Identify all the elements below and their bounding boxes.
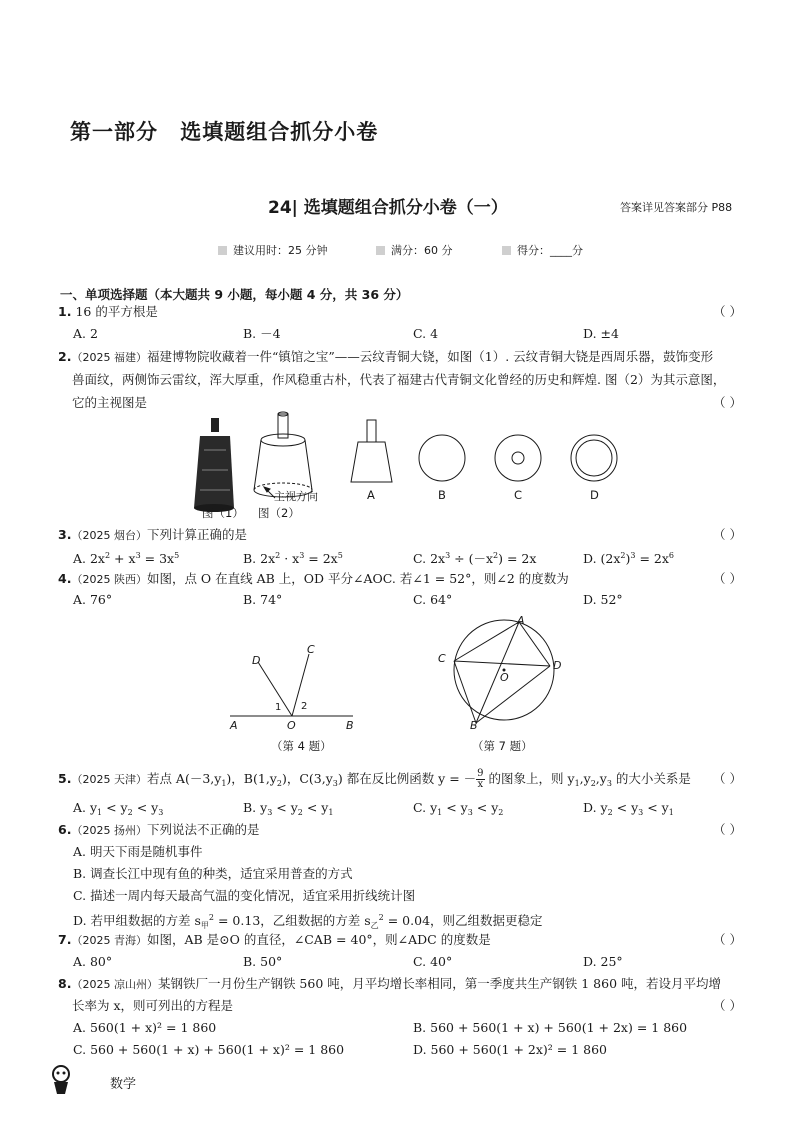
option-d: D. $y_2 < y_3 < y_1$	[583, 800, 674, 817]
option-c: C. 64°	[413, 592, 453, 607]
label-b: B	[470, 719, 478, 732]
option-a: A. 76°	[73, 592, 113, 607]
answer-note: 答案详见答案部分 P88	[620, 201, 733, 214]
section-heading: 一、单项选择题（本大题共 9 小题，每小题 4 分，共 36 分）	[60, 287, 409, 302]
clock-icon	[218, 246, 227, 255]
option-c: C. 40°	[413, 954, 453, 969]
meta-time: 建议用时：25 分钟	[218, 242, 328, 258]
question-8-options-row-1	[58, 1019, 742, 1037]
figure-2-caption: 图（2）	[258, 506, 300, 520]
option-c: C. $y_1 < y_3 < y_2$	[413, 800, 504, 817]
label-o: O	[287, 719, 296, 732]
question-3-options	[58, 547, 742, 565]
question-8-line-2: 长率为 x，则可列出的方程是 （ ）	[72, 998, 742, 1013]
part-title: 第一部分 选填题组合抓分小卷	[70, 120, 379, 144]
question-2-line-3: 它的主视图是 （ ）	[72, 395, 742, 410]
option-d: D. 若甲组数据的方差 $s_甲^2 = 0.13$，乙组数据的方差 $s_乙^2 = 0.04$，则乙组数据更稳定	[73, 913, 543, 930]
question-2-line-2: 兽面纹，两侧饰云雷纹，浑大厚重，作风稳重古朴，代表了福建古代青铜文化曾经的历史和辉煌. 图（2）为其示意图，	[72, 372, 726, 387]
paper-title: 24| 选填题组合抓分小卷（一）	[268, 198, 508, 218]
option-d: D. 25°	[583, 954, 623, 969]
question-8-options-row-2	[58, 1041, 742, 1059]
question-8: 8.（2025 凉山州）某钢铁厂一月份生产钢铁 560 吨，月平均增长率相同，第一季度共生产钢铁 1 860 吨，若设月平均增	[58, 976, 721, 991]
bronze-photo	[194, 418, 234, 512]
option-b: B. 调查长江中现有鱼的种类，适宜采用普查的方式	[73, 866, 353, 881]
question-4-options	[58, 591, 742, 609]
label-a: A	[230, 719, 238, 732]
question-1-options	[58, 325, 742, 343]
mascot-icon	[44, 1062, 78, 1096]
option-c: C. $2x^3 \div (-x^2) = 2x$	[413, 551, 537, 566]
option-c: C. 4	[413, 326, 439, 341]
subject-label: 数学	[110, 1077, 137, 1092]
option-c-label: C	[514, 488, 523, 502]
label-d: D	[252, 654, 261, 667]
option-c-figure	[495, 435, 541, 481]
meta-full-score: 满分：60 分	[376, 242, 453, 258]
question-3: 3.（2025 烟台）下列计算正确的是 （ ）	[58, 527, 742, 542]
option-d: D. ±4	[583, 326, 619, 341]
option-b: B. 560 + 560(1 + x) + 560(1 + 2x) = 1 860	[413, 1020, 688, 1035]
angle-1-label: 1	[275, 702, 282, 713]
option-a: A. $2x^2 + x^3 = 3x^5$	[73, 551, 180, 566]
option-b: B. 74°	[243, 592, 283, 607]
label-o: O	[500, 671, 509, 684]
option-a: A. 560(1 + x)² = 1 860	[73, 1020, 217, 1035]
question-5-stem: 若点 $A(-3,y_1)$，$B(1,y_2)$，$C(3,y_3)$ 都在反比例函数 y = － $\frac{9}{x}$ 的图象上，则 $y_1,y_2,y_3$ 的大小关系是	[146, 768, 691, 790]
square-icon	[376, 246, 385, 255]
question-2: 2.（2025 福建）福建博物院收藏着一件“镇馆之宝”——云纹青铜大铙，如图（1）. 云纹青铜大铙是西周乐器，鼓饰变形	[58, 349, 714, 364]
view-direction-label: 主视方向	[274, 490, 318, 503]
figure-7-caption: （第 7 题）	[472, 739, 533, 753]
angle-2-label: 2	[301, 701, 308, 712]
option-b: B. $y_3 < y_2 < y_1$	[243, 800, 334, 817]
question-5: 5.（2025 天津）若点 $A(-3,y_1)$，$B(1,y_2)$，$C(3,y_3)$ 都在反比例函数 y = － $\frac{9}{x}$ 的图象上，则 $y_1,y_2,y_3$ 的大小关系是 （ ）	[58, 768, 742, 790]
option-b: B. 50°	[243, 954, 283, 969]
square-icon	[502, 246, 511, 255]
option-d-label: D	[590, 488, 599, 502]
option-a: A. 2	[73, 326, 98, 341]
label-a: A	[517, 614, 525, 627]
option-a-label: A	[367, 488, 375, 502]
question-1: 1. 16 的平方根是 （ ）	[58, 304, 742, 319]
answer-paren: （ ）	[713, 304, 742, 319]
question-2-figure	[190, 410, 620, 522]
option-b: B. $2x^2 \cdot x^3 = 2x^5$	[243, 551, 343, 566]
label-c: C	[307, 643, 315, 656]
label-b: B	[346, 719, 354, 732]
option-c: C. 描述一周内每天最高气温的变化情况，适宜采用折线统计图	[73, 888, 416, 903]
option-b: B. －4	[243, 326, 281, 341]
question-6: 6.（2025 扬州）下列说法不正确的是 （ ）	[58, 822, 742, 837]
option-a: A. 80°	[73, 954, 113, 969]
figure-1-caption: 图（1）	[202, 506, 244, 520]
option-b-label: B	[438, 488, 446, 502]
option-a: A. $y_1 < y_2 < y_3$	[73, 800, 164, 817]
question-7: 7.（2025 青海）如图，AB 是⊙O 的直径，∠CAB = 40°，则∠ADC 的度数是 （ ）	[58, 932, 742, 947]
question-1-stem: 16 的平方根是	[75, 304, 158, 319]
option-d: D. 560 + 560(1 + 2x)² = 1 860	[413, 1042, 608, 1057]
option-c: C. 560 + 560(1 + x) + 560(1 + x)² = 1 860	[73, 1042, 345, 1057]
option-b-figure	[419, 435, 465, 481]
question-5-options	[58, 799, 742, 817]
option-d: D. 52°	[583, 592, 623, 607]
question-4: 4.（2025 陕西）如图，点 O 在直线 AB 上，OD 平分∠AOC. 若∠1 = 52°，则∠2 的度数为 （ ）	[58, 571, 742, 586]
question-7-options	[58, 953, 742, 971]
bronze-diagram	[254, 412, 312, 497]
option-d-figure	[571, 435, 617, 481]
meta-score: 得分：____分	[502, 242, 583, 258]
label-d: D	[553, 659, 562, 672]
option-a: A. 明天下雨是随机事件	[73, 844, 203, 859]
label-c: C	[438, 652, 446, 665]
option-a-figure	[351, 420, 392, 482]
figure-4-caption: （第 4 题）	[271, 739, 332, 753]
option-d: D. $(2x^2)^3 = 2x^6$	[583, 551, 675, 566]
